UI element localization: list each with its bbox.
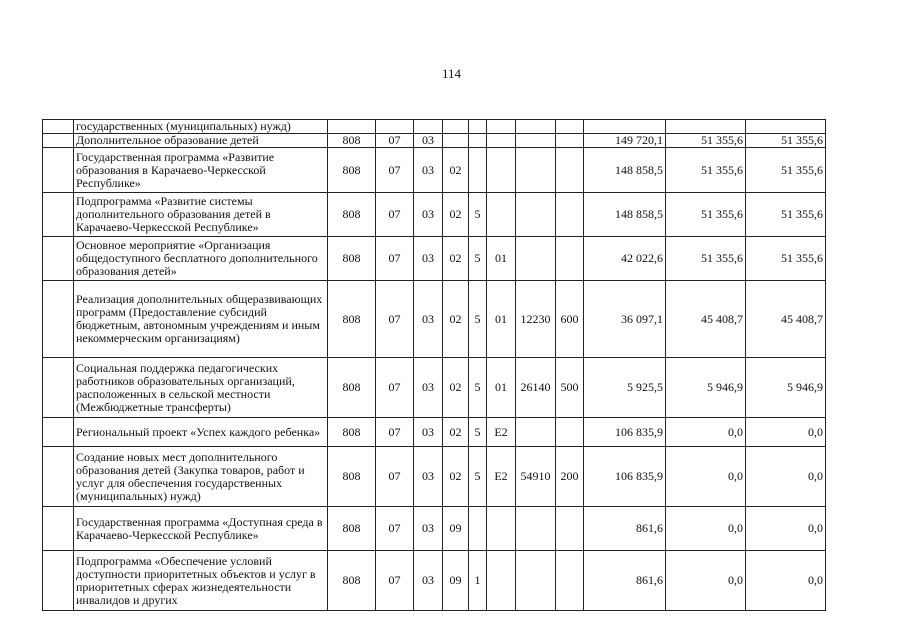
ministry-cell: 808 xyxy=(328,551,376,611)
row-number-cell xyxy=(43,507,74,551)
amount-2022-cell: 51 355,6 xyxy=(746,148,826,193)
amount-2020-cell xyxy=(584,120,666,134)
subprogram-cell xyxy=(469,134,487,148)
amount-2021-cell: 0,0 xyxy=(666,418,746,447)
row-number-cell xyxy=(43,120,74,134)
direction-cell xyxy=(516,148,556,193)
subprogram-cell: 5 xyxy=(469,447,487,507)
activity-cell xyxy=(487,120,516,134)
section-cell: 07 xyxy=(376,148,414,193)
amount-2022-cell: 51 355,6 xyxy=(746,134,826,148)
amount-2022-cell: 0,0 xyxy=(746,447,826,507)
ministry-cell: 808 xyxy=(328,237,376,281)
ministry-cell: 808 xyxy=(328,358,376,418)
section-cell: 07 xyxy=(376,447,414,507)
section-cell: 07 xyxy=(376,551,414,611)
amount-2021-cell: 0,0 xyxy=(666,551,746,611)
activity-cell xyxy=(487,148,516,193)
direction-cell: 54910 xyxy=(516,447,556,507)
subprogram-cell: 5 xyxy=(469,358,487,418)
subprogram-cell xyxy=(469,148,487,193)
program-cell xyxy=(443,120,469,134)
name-cell: Социальная поддержка педагогических работников образовательных организаций, расположенных в сельской местности (Межбюджетные трансферты) xyxy=(74,358,328,418)
name-cell: Основное мероприятие «Организация общедоступного бесплатного дополнительного образования детей» xyxy=(74,237,328,281)
expense-type-cell xyxy=(556,148,584,193)
table-row xyxy=(43,193,826,237)
activity-cell xyxy=(487,507,516,551)
subsection-cell: 03 xyxy=(414,418,443,447)
ministry-cell: 808 xyxy=(328,148,376,193)
direction-cell xyxy=(516,134,556,148)
expense-type-cell xyxy=(556,193,584,237)
program-cell: 09 xyxy=(443,507,469,551)
name-cell: Подпрограмма «Обеспечение условий доступности приоритетных объектов и услуг в приоритетных сферах жизнедеятельности инвалидов и других xyxy=(74,551,328,611)
row-number-cell xyxy=(43,281,74,358)
expense-type-cell: 200 xyxy=(556,447,584,507)
activity-cell: E2 xyxy=(487,447,516,507)
amount-2020-cell: 106 835,9 xyxy=(584,418,666,447)
activity-cell: E2 xyxy=(487,418,516,447)
ministry-cell: 808 xyxy=(328,507,376,551)
section-cell: 07 xyxy=(376,507,414,551)
expense-type-cell xyxy=(556,418,584,447)
activity-cell: 01 xyxy=(487,237,516,281)
row-number-cell xyxy=(43,447,74,507)
section-cell: 07 xyxy=(376,281,414,358)
table-row xyxy=(43,134,826,148)
expense-type-cell xyxy=(556,507,584,551)
program-cell: 09 xyxy=(443,551,469,611)
section-cell xyxy=(376,120,414,134)
table-row xyxy=(43,358,826,418)
table-row xyxy=(43,281,826,358)
activity-cell xyxy=(487,193,516,237)
table-row xyxy=(43,551,826,611)
name-cell: Создание новых мест дополнительного образования детей (Закупка товаров, работ и услуг для обеспечения государственных (муниципальных) нужд) xyxy=(74,447,328,507)
expense-type-cell xyxy=(556,120,584,134)
amount-2021-cell: 51 355,6 xyxy=(666,134,746,148)
subsection-cell: 03 xyxy=(414,447,443,507)
table-row xyxy=(43,120,826,134)
row-number-cell xyxy=(43,358,74,418)
subprogram-cell: 5 xyxy=(469,193,487,237)
name-cell: государственных (муниципальных) нужд) xyxy=(74,120,328,134)
table-row xyxy=(43,148,826,193)
activity-cell: 01 xyxy=(487,281,516,358)
subsection-cell: 03 xyxy=(414,148,443,193)
amount-2021-cell: 5 946,9 xyxy=(666,358,746,418)
subsection-cell: 03 xyxy=(414,358,443,418)
program-cell xyxy=(443,134,469,148)
program-cell: 02 xyxy=(443,281,469,358)
amount-2020-cell: 149 720,1 xyxy=(584,134,666,148)
direction-cell xyxy=(516,120,556,134)
amount-2020-cell: 5 925,5 xyxy=(584,358,666,418)
ministry-cell: 808 xyxy=(328,134,376,148)
section-cell: 07 xyxy=(376,418,414,447)
name-cell: Государственная программа «Развитие образования в Карачаево-Черкесской Республике» xyxy=(74,148,328,193)
name-cell: Подпрограмма «Развитие системы дополнительного образования детей в Карачаево-Черкесской Республике» xyxy=(74,193,328,237)
expense-type-cell xyxy=(556,134,584,148)
expense-type-cell: 500 xyxy=(556,358,584,418)
name-cell: Реализация дополнительных общеразвивающих программ (Предоставление субсидий бюджетным, автономным учреждениям и иным некоммерческим организациям) xyxy=(74,281,328,358)
row-number-cell xyxy=(43,134,74,148)
subprogram-cell: 5 xyxy=(469,418,487,447)
ministry-cell: 808 xyxy=(328,447,376,507)
ministry-cell: 808 xyxy=(328,281,376,358)
subsection-cell: 03 xyxy=(414,134,443,148)
direction-cell xyxy=(516,551,556,611)
amount-2020-cell: 36 097,1 xyxy=(584,281,666,358)
amount-2020-cell: 42 022,6 xyxy=(584,237,666,281)
amount-2022-cell: 0,0 xyxy=(746,418,826,447)
subprogram-cell xyxy=(469,120,487,134)
table-row xyxy=(43,418,826,447)
direction-cell xyxy=(516,193,556,237)
name-cell: Государственная программа «Доступная среда в Карачаево-Черкесской Республике» xyxy=(74,507,328,551)
subsection-cell: 03 xyxy=(414,507,443,551)
direction-cell: 26140 xyxy=(516,358,556,418)
row-number-cell xyxy=(43,193,74,237)
expense-type-cell xyxy=(556,237,584,281)
subsection-cell: 03 xyxy=(414,193,443,237)
subprogram-cell: 1 xyxy=(469,551,487,611)
ministry-cell: 808 xyxy=(328,418,376,447)
amount-2022-cell: 51 355,6 xyxy=(746,193,826,237)
section-cell: 07 xyxy=(376,134,414,148)
amount-2020-cell: 148 858,5 xyxy=(584,193,666,237)
amount-2020-cell: 148 858,5 xyxy=(584,148,666,193)
table-row xyxy=(43,237,826,281)
subsection-cell: 03 xyxy=(414,237,443,281)
amount-2022-cell: 45 408,7 xyxy=(746,281,826,358)
name-cell: Дополнительное образование детей xyxy=(74,134,328,148)
amount-2021-cell: 51 355,6 xyxy=(666,193,746,237)
amount-2020-cell: 861,6 xyxy=(584,551,666,611)
name-cell: Региональный проект «Успех каждого ребенка» xyxy=(74,418,328,447)
activity-cell: 01 xyxy=(487,358,516,418)
table-row xyxy=(43,447,826,507)
amount-2020-cell: 106 835,9 xyxy=(584,447,666,507)
amount-2021-cell xyxy=(666,120,746,134)
amount-2022-cell: 51 355,6 xyxy=(746,237,826,281)
subsection-cell: 03 xyxy=(414,551,443,611)
row-number-cell xyxy=(43,148,74,193)
activity-cell xyxy=(487,551,516,611)
expense-type-cell xyxy=(556,551,584,611)
section-cell: 07 xyxy=(376,358,414,418)
amount-2020-cell: 861,6 xyxy=(584,507,666,551)
program-cell: 02 xyxy=(443,358,469,418)
subprogram-cell: 5 xyxy=(469,281,487,358)
table-row xyxy=(43,507,826,551)
program-cell: 02 xyxy=(443,447,469,507)
budget-table xyxy=(42,119,826,611)
section-cell: 07 xyxy=(376,193,414,237)
section-cell: 07 xyxy=(376,237,414,281)
subprogram-cell xyxy=(469,507,487,551)
program-cell: 02 xyxy=(443,148,469,193)
subsection-cell: 03 xyxy=(414,281,443,358)
subprogram-cell: 5 xyxy=(469,237,487,281)
amount-2022-cell: 0,0 xyxy=(746,551,826,611)
amount-2021-cell: 45 408,7 xyxy=(666,281,746,358)
amount-2021-cell: 0,0 xyxy=(666,447,746,507)
row-number-cell xyxy=(43,551,74,611)
subsection-cell xyxy=(414,120,443,134)
direction-cell xyxy=(516,418,556,447)
direction-cell xyxy=(516,507,556,551)
row-number-cell xyxy=(43,418,74,447)
direction-cell xyxy=(516,237,556,281)
program-cell: 02 xyxy=(443,193,469,237)
amount-2021-cell: 51 355,6 xyxy=(666,237,746,281)
ministry-cell: 808 xyxy=(328,193,376,237)
amount-2022-cell: 0,0 xyxy=(746,507,826,551)
amount-2022-cell: 5 946,9 xyxy=(746,358,826,418)
amount-2022-cell xyxy=(746,120,826,134)
direction-cell: 12230 xyxy=(516,281,556,358)
page-number: 114 xyxy=(441,66,462,81)
amount-2021-cell: 51 355,6 xyxy=(666,148,746,193)
row-number-cell xyxy=(43,237,74,281)
ministry-cell xyxy=(328,120,376,134)
amount-2021-cell: 0,0 xyxy=(666,507,746,551)
activity-cell xyxy=(487,134,516,148)
program-cell: 02 xyxy=(443,237,469,281)
expense-type-cell: 600 xyxy=(556,281,584,358)
program-cell: 02 xyxy=(443,418,469,447)
